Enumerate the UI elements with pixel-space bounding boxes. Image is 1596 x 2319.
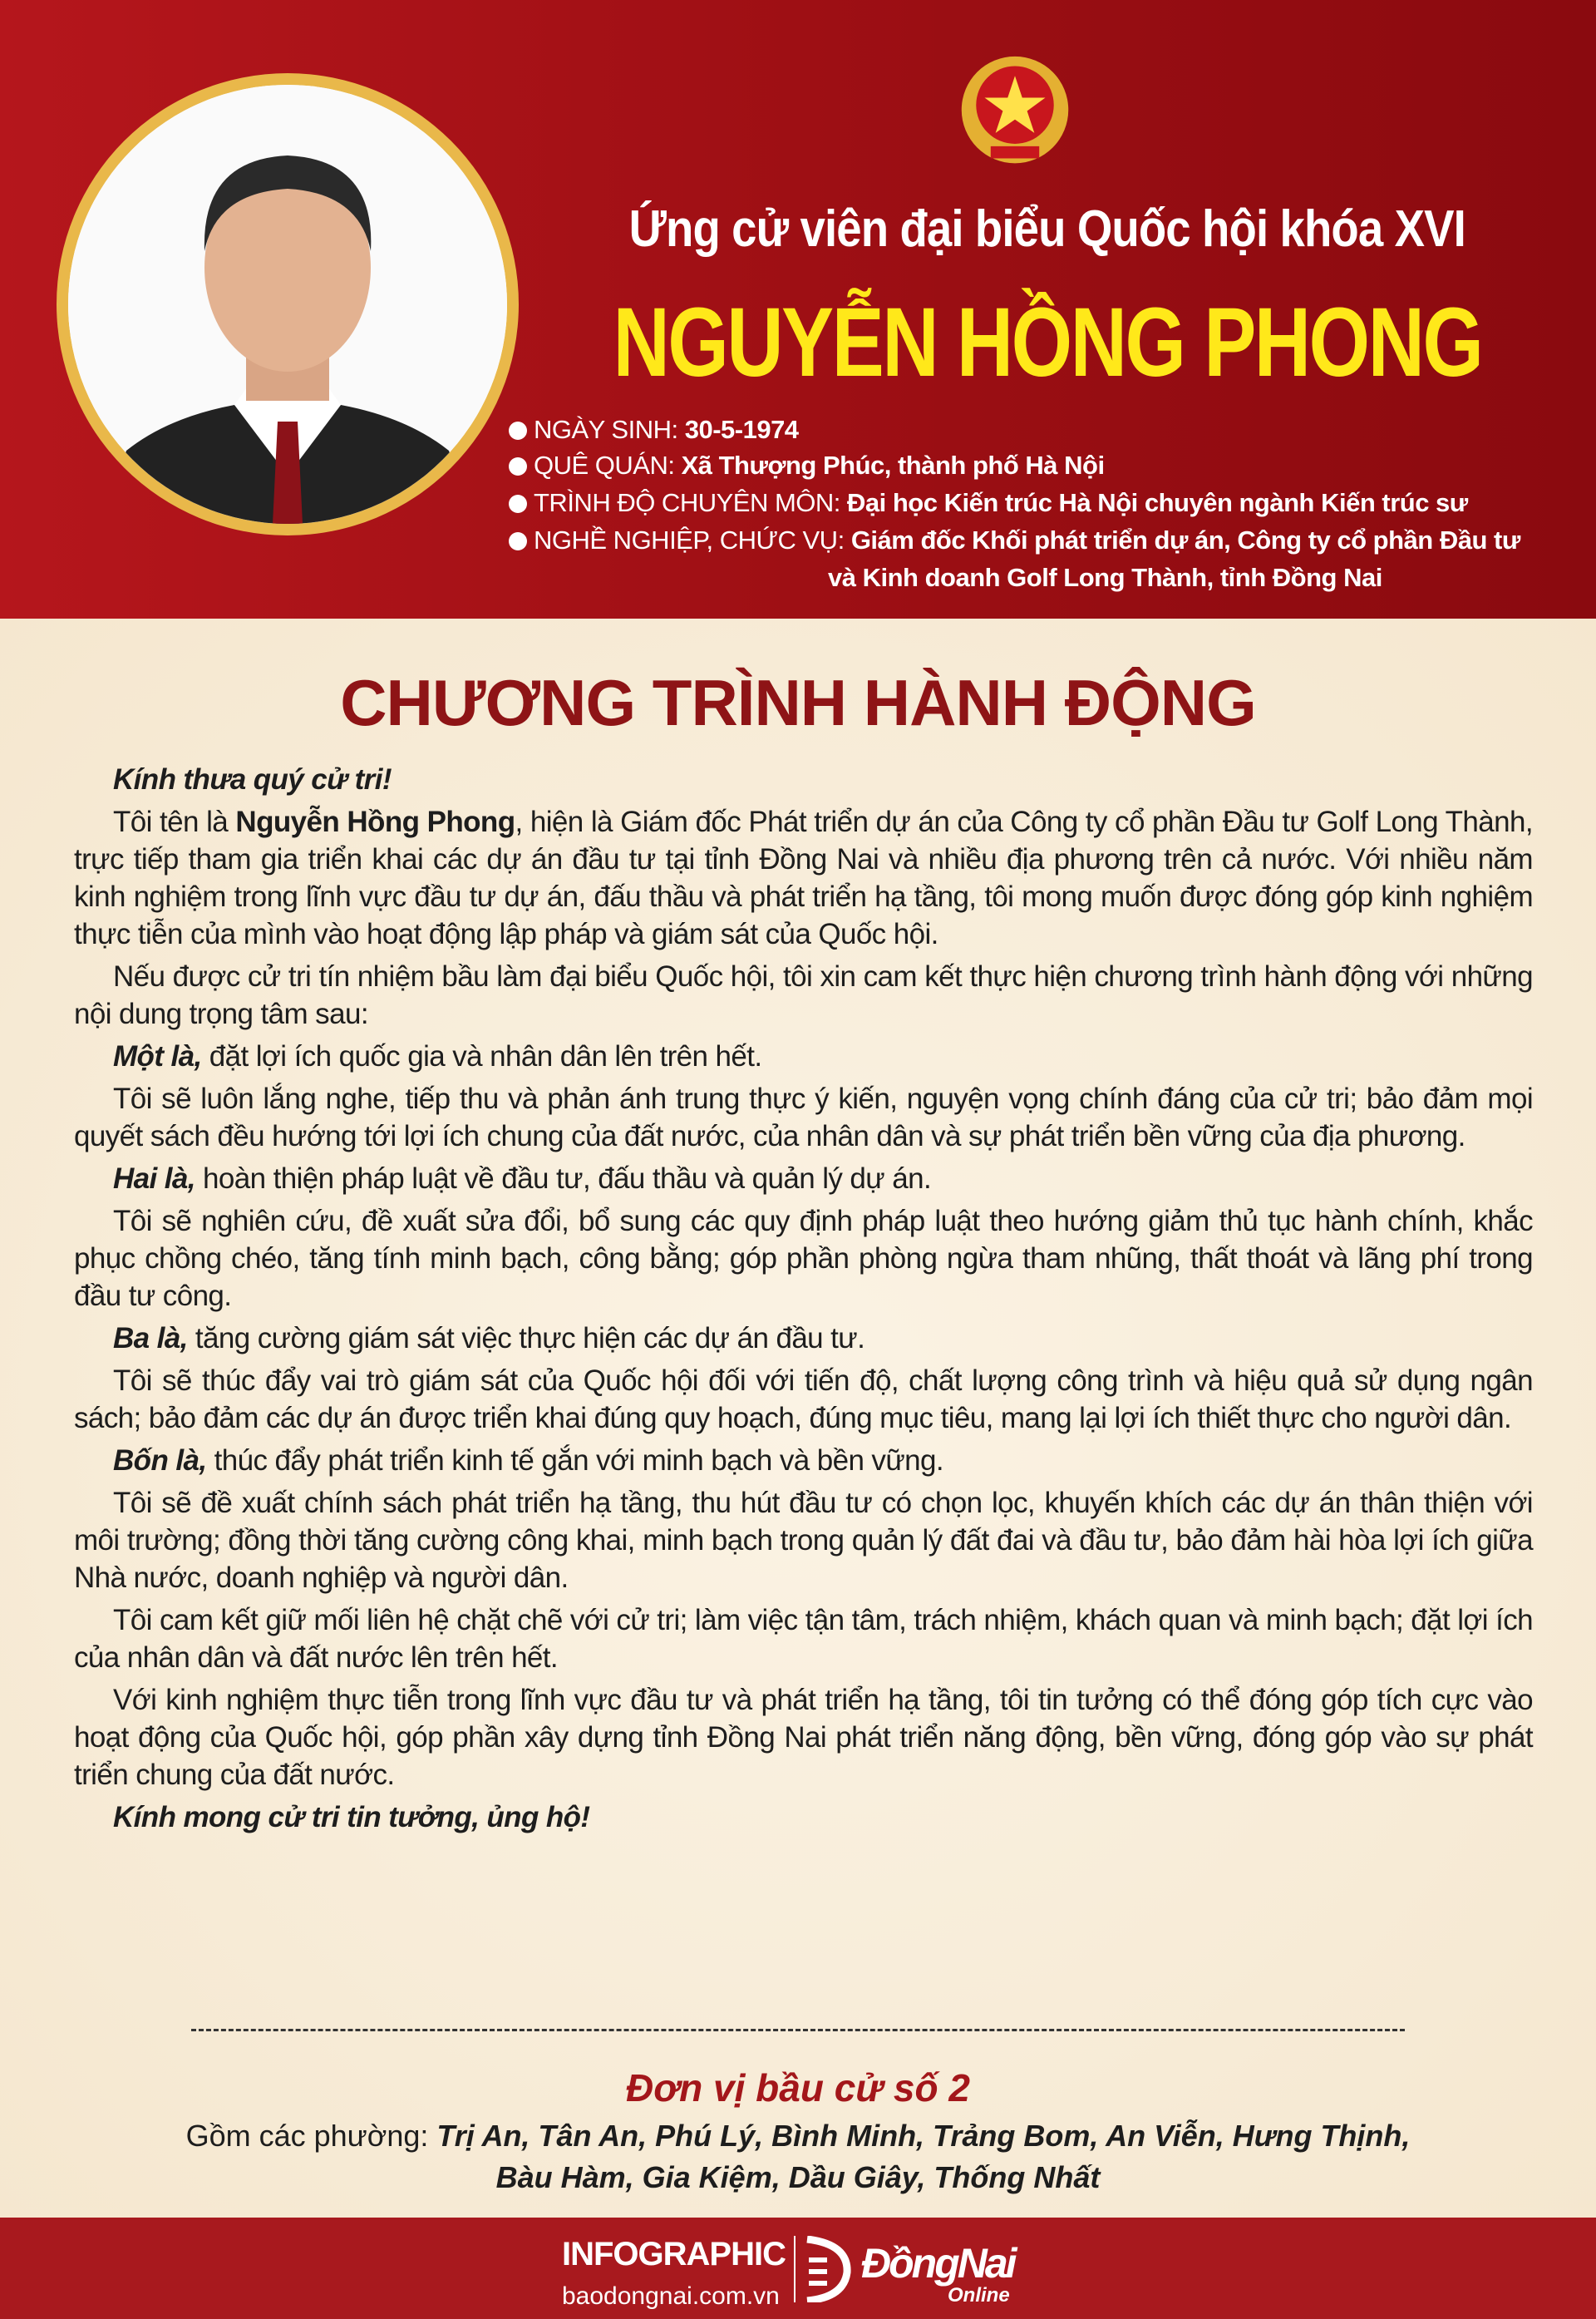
candidate-subtitle: Ứng cử viên đại biểu Quốc hội khóa XVI — [628, 200, 1466, 258]
text: Tôi tên là — [113, 806, 236, 838]
info-label: NGÀY SINH: — [534, 415, 678, 444]
intro-paragraph — [74, 803, 1533, 953]
info-label: NGHỀ NGHIỆP, CHỨC VỤ: — [534, 525, 845, 555]
info-value: và Kinh doanh Golf Long Thành, tỉnh Đồng Nai — [828, 563, 1382, 592]
point-4-text: Tôi sẽ đề xuất chính sách phát triển hạ tầng, thu hút đầu tư có chọn lọc, khuyến khích các dự án thân thiện với môi trường; đồng thời tăng cường công khai, minh bạch trong quản lý đất đai và đầu tư, bảo đảm hài hòa lợi ích giữa Nhà nước, doanh nghiệp và người dân. — [74, 1487, 1533, 1594]
point-lead: Bốn là, — [113, 1444, 207, 1477]
info-label: TRÌNH ĐỘ CHUYÊN MÔN: — [534, 488, 840, 517]
info-value: Giám đốc Khối phát triển dự án, Công ty cổ phần Đầu tư — [850, 525, 1520, 555]
electoral-unit-title: Đơn vị bầu cử số 2 — [626, 2066, 970, 2109]
wards-prefix: Gồm các phường: — [185, 2119, 437, 2153]
bullet-icon — [509, 495, 527, 513]
closing: Kính mong cử tri tin tưởng, ủng hộ! — [113, 1801, 590, 1833]
bullet-icon — [509, 457, 527, 476]
text: hoàn thiện pháp luật về đầu tư, đấu thầu và quản lý dự án. — [195, 1162, 932, 1195]
point-lead: Hai là, — [113, 1162, 195, 1195]
bullet-icon — [509, 422, 527, 440]
text: đặt lợi ích quốc gia và nhân dân lên trên hết. — [201, 1040, 762, 1073]
text: tăng cường giám sát việc thực hiện các dự án đầu tư. — [187, 1322, 865, 1354]
info-hometown — [509, 450, 1105, 481]
divider — [794, 2236, 796, 2302]
candidate-name-inline: Nguyễn Hồng Phong — [235, 806, 515, 838]
info-label: QUÊ QUÁN: — [534, 451, 675, 480]
point-4-title — [74, 1442, 1533, 1479]
info-occupation-cont — [828, 562, 1382, 594]
info-birthdate — [509, 414, 799, 446]
divider — [191, 2029, 1405, 2031]
point-3-text: Tôi sẽ thúc đẩy vai trò giám sát của Quốc hội đối với tiến độ, chất lượng công trình và hiệu quả sử dụng ngân sách; bảo đảm các dự án được triển khai đúng quy hoạch, đúng mục tiêu, mang lại lợi ích thiết thực cho người dân. — [74, 1364, 1533, 1434]
candidate-subtitle-wrap — [557, 200, 1538, 259]
dongnai-logo-text: ĐồngNai — [861, 2240, 1015, 2287]
point-1-text: Tôi sẽ luôn lắng nghe, tiếp thu và phản ánh trung thực ý kiến, nguyện vọng chính đáng của cử tri; bảo đảm mọi quyết sách đều hướng tới lợi ích chung của đất nước, của nhân dân và sự phát triển bền vững của địa phương. — [74, 1083, 1533, 1152]
national-emblem-icon — [954, 52, 1076, 173]
site-url[interactable]: baodongnai.com.vn — [562, 2282, 780, 2310]
candidate-name-wrap — [532, 287, 1563, 399]
action-program-text — [74, 761, 1533, 1841]
electoral-unit-wards — [0, 2115, 1596, 2198]
wards-list: Bàu Hàm, Gia Kiệm, Dầu Giây, Thống Nhất — [495, 2160, 1101, 2194]
text: , hiện là Giám đốc Phát triển dự án của Công ty cổ phần Đầu tư Golf Long Thành, trực tiếp tham gia triển khai các dự án đầu tư tại tỉnh Đồng Nai và nhiều địa phương trên cả nước. Với nhiều năm kinh nghiệm trong lĩnh vực đầu tư dự án, đấu thầu và phát triển hạ tầng, tôi mong muốn được đóng góp kinh nghiệm thực tiễn của mình vào hoạt động lập pháp và giám sát của Quốc hội. — [74, 806, 1533, 950]
info-occupation — [509, 525, 1520, 556]
point-2-text: Tôi sẽ nghiên cứu, đề xuất sửa đổi, bổ sung các quy định pháp luật theo hướng giảm thủ tục hành chính, khắc phục chồng chéo, tăng tính minh bạch, công bằng; góp phần phòng ngừa tham nhũng, thất thoát và lãng phí trong đầu tư công. — [74, 1205, 1533, 1312]
info-value: Xã Thượng Phúc, thành phố Hà Nội — [681, 451, 1105, 480]
point-lead: Một là, — [113, 1040, 202, 1073]
candidate-photo — [57, 73, 519, 535]
dongnai-logo-sub: Online — [948, 2284, 1010, 2307]
info-value: Đại học Kiến trúc Hà Nội chuyên ngành Kiến trúc sư — [847, 488, 1468, 517]
greeting: Kính thưa quý cử tri! — [113, 763, 392, 796]
point-1-title — [74, 1038, 1533, 1075]
infographic-label: INFOGRAPHIC — [562, 2236, 786, 2272]
bullet-icon — [509, 532, 527, 550]
point-3-title — [74, 1320, 1533, 1357]
header-banner — [0, 0, 1596, 619]
info-education — [509, 487, 1468, 519]
final-paragraph: Với kinh nghiệm thực tiễn trong lĩnh vực đầu tư và phát triển hạ tầng, tôi tin tưởng có thể đóng góp tích cực vào hoạt động của Quốc hội, góp phần xây dựng tỉnh Đồng Nai phát triển năng động, bền vững, đóng góp vào sự phát triển chung của đất nước. — [74, 1684, 1533, 1791]
section-title: CHƯƠNG TRÌNH HÀNH ĐỘNG — [340, 666, 1256, 739]
wards-list: Trị An, Tân An, Phú Lý, Bình Minh, Trảng Bom, An Viễn, Hưng Thịnh, — [436, 2119, 1411, 2153]
point-lead: Ba là, — [113, 1322, 188, 1354]
point-2-title — [74, 1160, 1533, 1197]
dongnai-logo-icon — [800, 2236, 851, 2302]
commit-paragraph: Tôi cam kết giữ mối liên hệ chặt chẽ với cử tri; làm việc tận tâm, trách nhiệm, khách quan và minh bạch; đặt lợi ích của nhân dân và đất nước lên trên hết. — [74, 1604, 1533, 1674]
commitment-intro: Nếu được cử tri tín nhiệm bầu làm đại biểu Quốc hội, tôi xin cam kết thực hiện chương trình hành động với những nội dung trọng tâm sau: — [74, 960, 1533, 1030]
footer — [0, 2218, 1596, 2319]
info-value: 30-5-1974 — [684, 415, 799, 444]
text: thúc đẩy phát triển kinh tế gắn với minh bạch và bền vững. — [206, 1444, 944, 1477]
candidate-name: NGUYỄN HỒNG PHONG — [613, 288, 1482, 397]
